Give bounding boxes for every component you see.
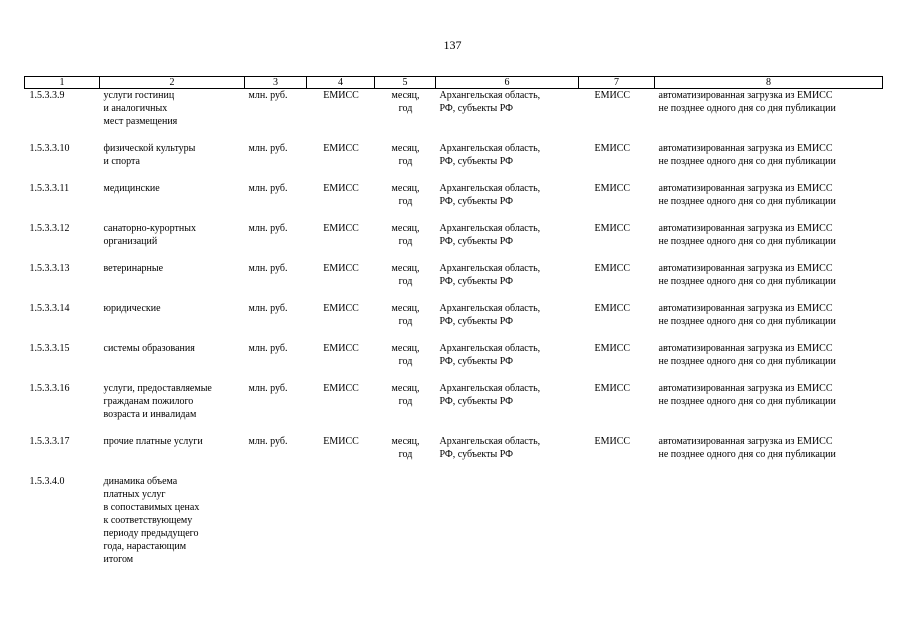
data-source: ЕМИСС [323, 183, 359, 194]
periodicity: месяц, год [391, 343, 420, 367]
indicator-code: 1.5.3.3.9 [29, 90, 65, 101]
indicator-name: услуги, предоставляемые гражданам пожилого возраста и инвалидам [103, 383, 212, 420]
header-cell-1: 1 [25, 77, 100, 89]
source-system [579, 475, 655, 580]
collection-method: автоматизированная загрузка из ЕМИСС не позднее одного дня со дня публикации [658, 436, 836, 460]
data-source: ЕМИСС [323, 90, 359, 101]
source-system: ЕМИСС [594, 143, 631, 154]
territory-level [436, 475, 579, 580]
source-system: ЕМИСС [594, 90, 631, 101]
collection-method: автоматизированная загрузка из ЕМИСС не позднее одного дня со дня публикации [658, 223, 836, 247]
table-row [25, 382, 883, 435]
table-row [25, 435, 883, 475]
data-source: ЕМИСС [323, 263, 359, 274]
indicator-name: санаторно-курортных организаций [103, 223, 196, 247]
periodicity: месяц, год [391, 143, 420, 167]
indicator-name: системы образования [103, 343, 195, 354]
periodicity: месяц, год [391, 303, 420, 327]
territory-level: Архангельская область, РФ, субъекты РФ [439, 223, 541, 247]
source-system: ЕМИСС [594, 343, 631, 354]
unit-of-measure [245, 475, 307, 580]
indicator-code: 1.5.3.3.17 [29, 436, 70, 447]
header-cell-5: 5 [375, 77, 436, 89]
unit-of-measure: млн. руб. [248, 143, 288, 154]
unit-of-measure: млн. руб. [248, 383, 288, 394]
header-cell-7: 7 [579, 77, 655, 89]
unit-of-measure: млн. руб. [248, 183, 288, 194]
data-source: ЕМИСС [323, 303, 359, 314]
source-system: ЕМИСС [594, 263, 631, 274]
unit-of-measure: млн. руб. [248, 303, 288, 314]
periodicity: месяц, год [391, 183, 420, 207]
indicator-name: динамика объема платных услуг в сопоставимых ценах к соответствующему периоду предыдущего года, нарастающим итогом [103, 476, 200, 565]
indicator-code: 1.5.3.3.12 [29, 223, 70, 234]
indicator-name: ветеринарные [103, 263, 164, 274]
territory-level: Архангельская область, РФ, субъекты РФ [439, 303, 541, 327]
source-system: ЕМИСС [594, 436, 631, 447]
table-row [25, 142, 883, 182]
data-source: ЕМИСС [323, 383, 359, 394]
table-row [25, 475, 883, 580]
table-row [25, 262, 883, 302]
collection-method: автоматизированная загрузка из ЕМИСС не позднее одного дня со дня публикации [658, 303, 836, 327]
indicator-code: 1.5.3.4.0 [29, 476, 65, 487]
collection-method: автоматизированная загрузка из ЕМИСС не позднее одного дня со дня публикации [658, 90, 836, 114]
collection-method: автоматизированная загрузка из ЕМИСС не позднее одного дня со дня публикации [658, 343, 836, 367]
indicator-name: юридические [103, 303, 161, 314]
territory-level: Архангельская область, РФ, субъекты РФ [439, 90, 541, 114]
collection-method: автоматизированная загрузка из ЕМИСС не позднее одного дня со дня публикации [658, 383, 836, 407]
indicator-code: 1.5.3.3.13 [29, 263, 70, 274]
periodicity: месяц, год [391, 263, 420, 287]
indicator-code: 1.5.3.3.16 [29, 383, 70, 394]
indicator-code: 1.5.3.3.11 [29, 183, 70, 194]
table-row [25, 182, 883, 222]
indicator-table [24, 76, 883, 580]
territory-level: Архангельская область, РФ, субъекты РФ [439, 383, 541, 407]
table-body [25, 89, 883, 581]
unit-of-measure: млн. руб. [248, 223, 288, 234]
indicator-name: медицинские [103, 183, 160, 194]
periodicity: месяц, год [391, 436, 420, 460]
source-system: ЕМИСС [594, 383, 631, 394]
header-cell-4: 4 [307, 77, 375, 89]
periodicity: месяц, год [391, 223, 420, 247]
territory-level: Архангельская область, РФ, субъекты РФ [439, 436, 541, 460]
indicator-name: физической культуры и спорта [103, 143, 196, 167]
header-cell-3: 3 [245, 77, 307, 89]
collection-method: автоматизированная загрузка из ЕМИСС не позднее одного дня со дня публикации [658, 143, 836, 167]
data-source: ЕМИСС [323, 143, 359, 154]
source-system: ЕМИСС [594, 223, 631, 234]
territory-level: Архангельская область, РФ, субъекты РФ [439, 183, 541, 207]
header-cell-2: 2 [100, 77, 245, 89]
table-row [25, 302, 883, 342]
data-source: ЕМИСС [323, 436, 359, 447]
data-source: ЕМИСС [323, 343, 359, 354]
header-cell-8: 8 [655, 77, 883, 89]
collection-method: автоматизированная загрузка из ЕМИСС не позднее одного дня со дня публикации [658, 183, 836, 207]
unit-of-measure: млн. руб. [248, 343, 288, 354]
unit-of-measure: млн. руб. [248, 436, 288, 447]
source-system: ЕМИСС [594, 183, 631, 194]
page-number: 137 [443, 38, 462, 52]
indicator-code: 1.5.3.3.14 [29, 303, 70, 314]
collection-method: автоматизированная загрузка из ЕМИСС не позднее одного дня со дня публикации [658, 263, 836, 287]
header-row [25, 77, 883, 89]
table-row [25, 342, 883, 382]
periodicity [375, 475, 436, 580]
collection-method [655, 475, 883, 580]
data-source: ЕМИСС [323, 223, 359, 234]
unit-of-measure: млн. руб. [248, 90, 288, 101]
periodicity: месяц, год [391, 383, 420, 407]
table-header [25, 77, 883, 89]
territory-level: Архангельская область, РФ, субъекты РФ [439, 343, 541, 367]
data-source [307, 475, 375, 580]
indicator-name: прочие платные услуги [103, 436, 203, 447]
source-system: ЕМИСС [594, 303, 631, 314]
unit-of-measure: млн. руб. [248, 263, 288, 274]
table-row [25, 89, 883, 143]
territory-level: Архангельская область, РФ, субъекты РФ [439, 143, 541, 167]
indicator-code: 1.5.3.3.10 [29, 143, 70, 154]
header-cell-6: 6 [436, 77, 579, 89]
periodicity: месяц, год [391, 90, 420, 114]
indicator-code: 1.5.3.3.15 [29, 343, 70, 354]
territory-level: Архангельская область, РФ, субъекты РФ [439, 263, 541, 287]
indicator-name: услуги гостиниц и аналогичных мест размещения [103, 90, 178, 127]
table-row [25, 222, 883, 262]
